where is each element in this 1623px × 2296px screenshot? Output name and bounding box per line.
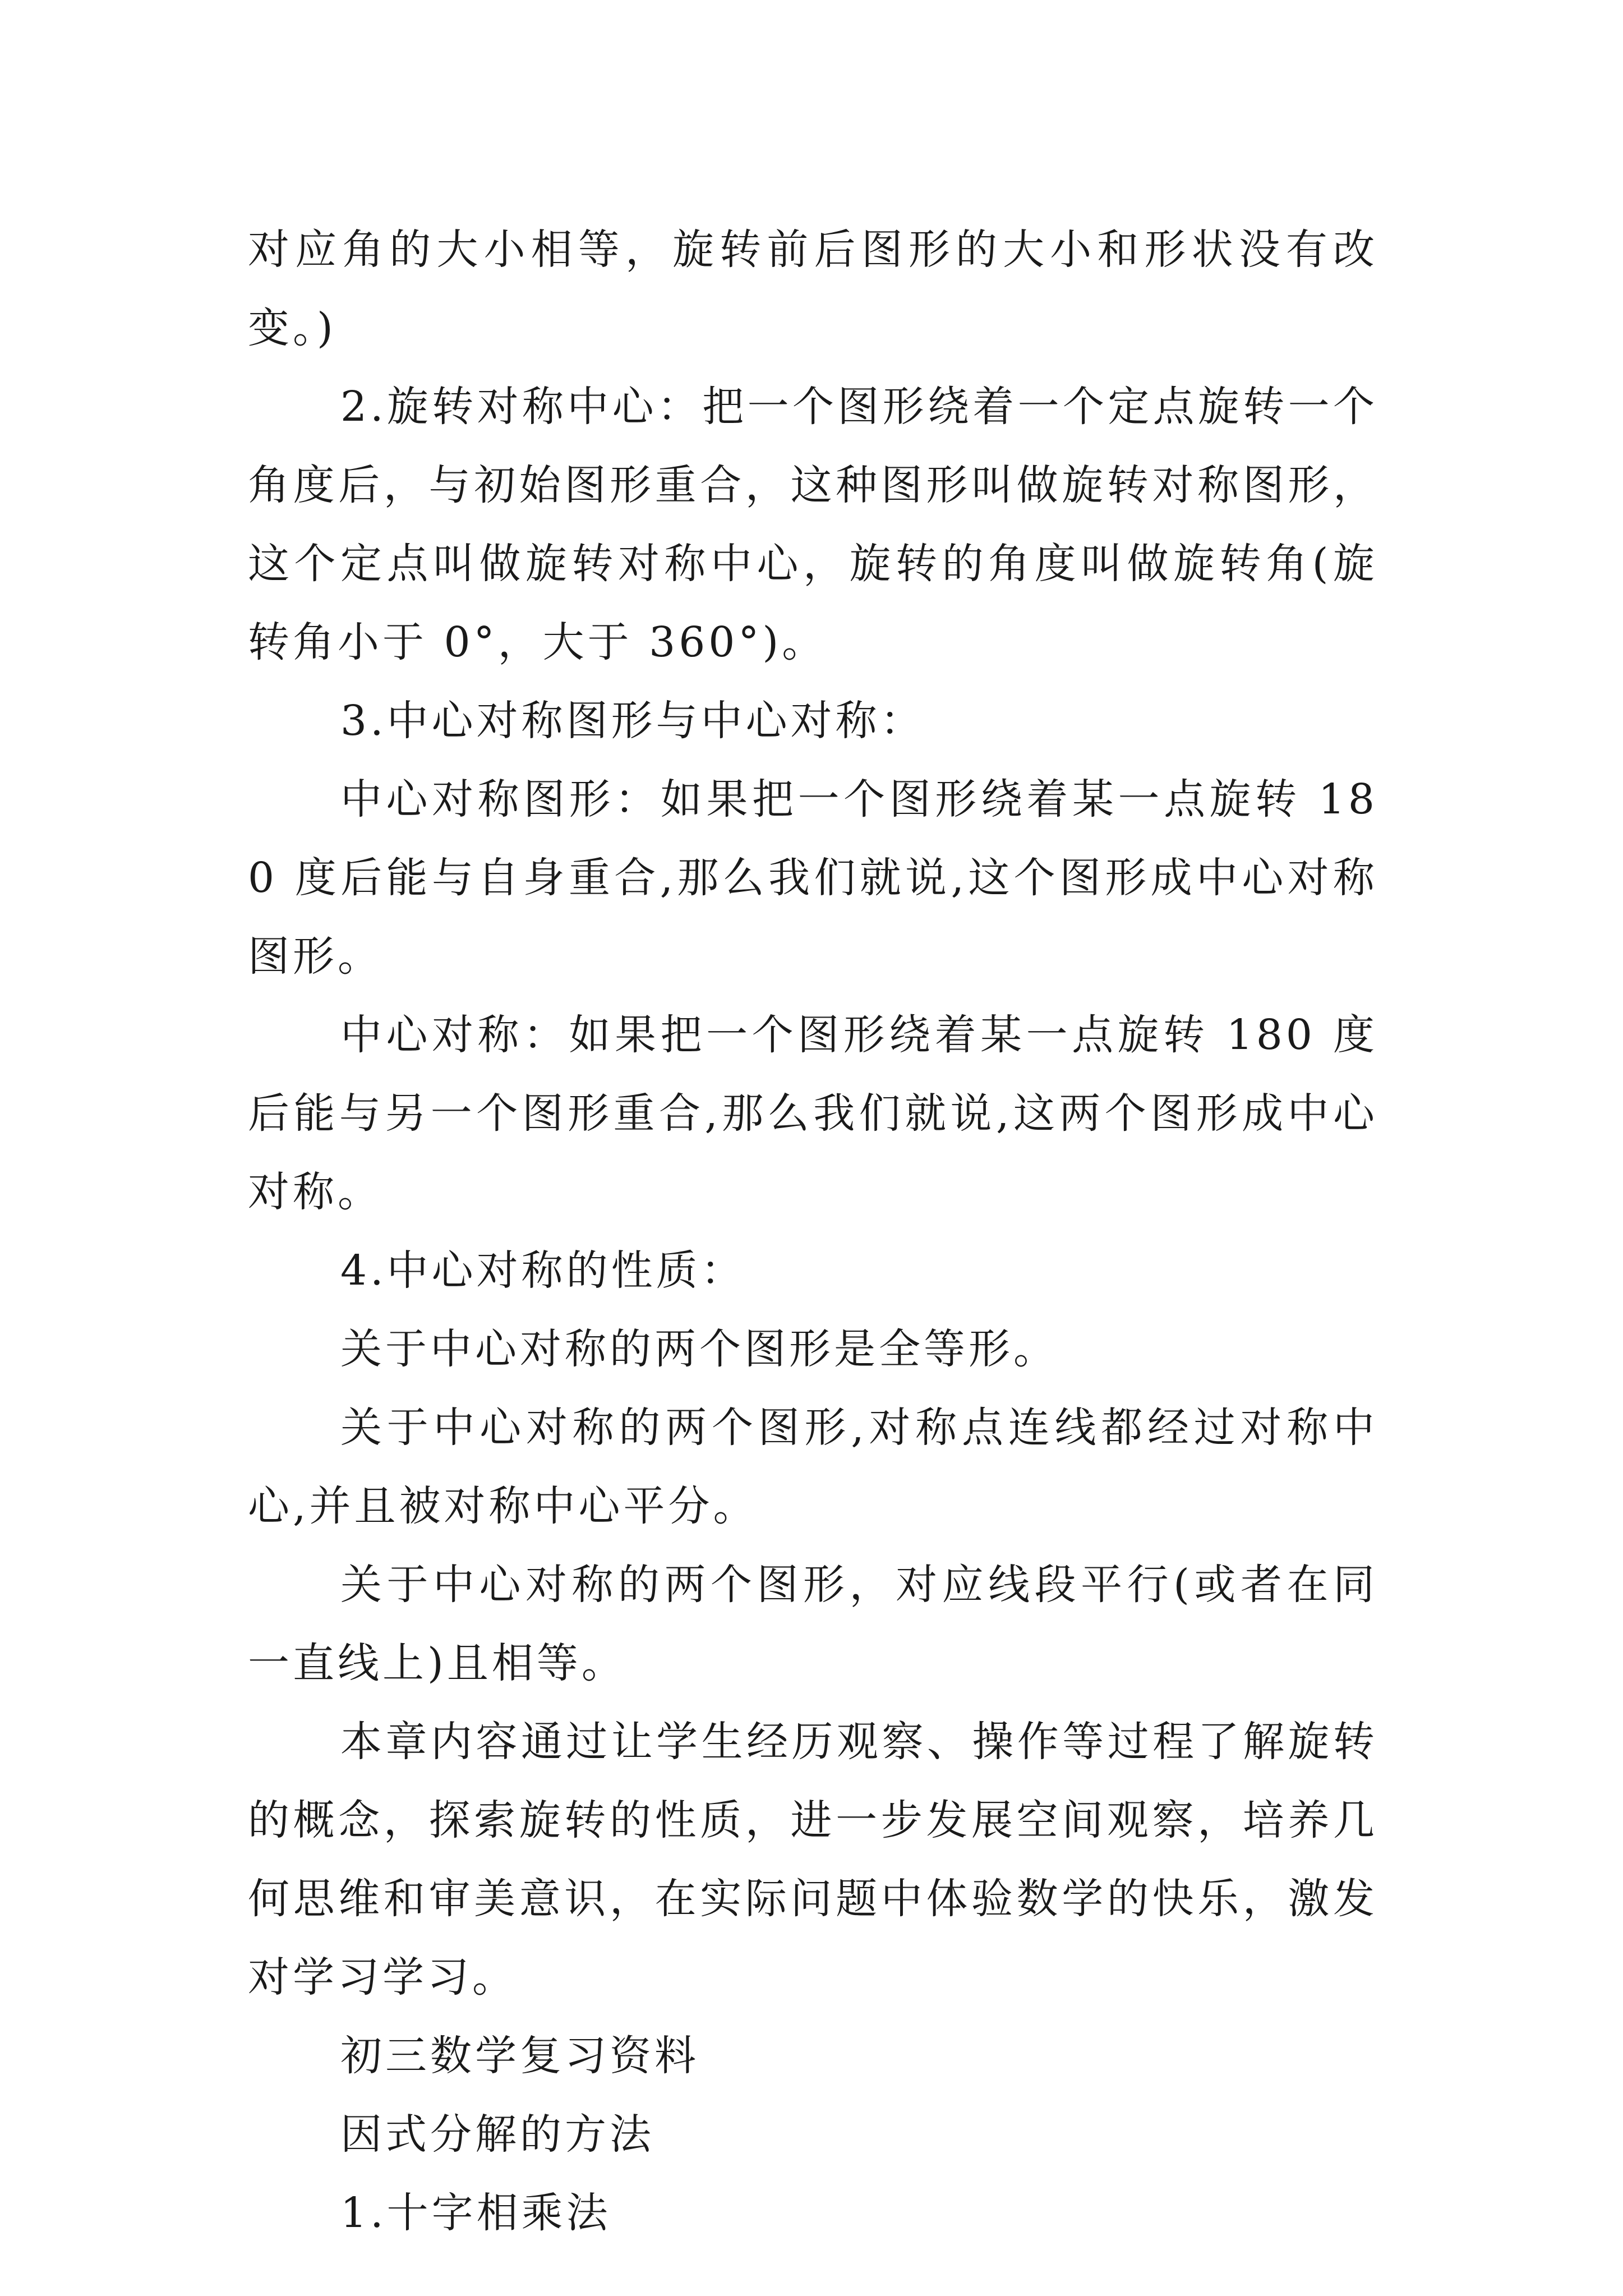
document-body (248, 210, 1378, 2252)
paragraph-rotation-properties-end: 对应角的大小相等，旋转前后图形的大小和形状没有改变。) (248, 226, 1378, 352)
heading-factorization-methods: 因式分解的方法 (340, 2110, 654, 2159)
heading-cross-multiplication: 1.十字相乘法 (340, 2189, 611, 2237)
paragraph-property-parallel: 关于中心对称的两个图形，对应线段平行(或者在同一直线上)且相等。 (248, 1561, 1378, 1687)
paragraph-central-symmetry-definition: 中心对称：如果把一个图形绕着某一点旋转 180 度后能与另一个图形重合,那么我们就说,这两个图形成中心对称。 (248, 1011, 1378, 1216)
paragraph-chapter-summary: 本章内容通过让学生经历观察、操作等过程了解旋转的概念，探索旋转的性质，进一步发展空间观察，培养几何思维和审美意识，在实际问题中体验数学的快乐，激发对学习学习。 (248, 1718, 1378, 2001)
heading-central-symmetry-properties: 4.中心对称的性质： (340, 1246, 746, 1295)
heading-review-material: 初三数学复习资料 (340, 2032, 699, 2080)
paragraph-property-congruent: 关于中心对称的两个图形是全等形。 (340, 1325, 1058, 1373)
paragraph-rotational-symmetry-center: 2.旋转对称中心：把一个图形绕着一个定点旋转一个角度后，与初始图形重合，这种图形叫做旋转对称图形，这个定点叫做旋转对称中心，旋转的角度叫做旋转角(旋转角小于 0°，大于 360°)。 (248, 383, 1378, 666)
paragraph-central-symmetric-figure: 中心对称图形：如果把一个图形绕着某一点旋转 180 度后能与自身重合,那么我们就说,这个图形成中心对称图形。 (248, 775, 1378, 981)
paragraph-property-bisected: 关于中心对称的两个图形,对称点连线都经过对称中心,并且被对称中心平分。 (248, 1404, 1378, 1530)
heading-central-symmetry: 3.中心对称图形与中心对称： (340, 697, 925, 745)
